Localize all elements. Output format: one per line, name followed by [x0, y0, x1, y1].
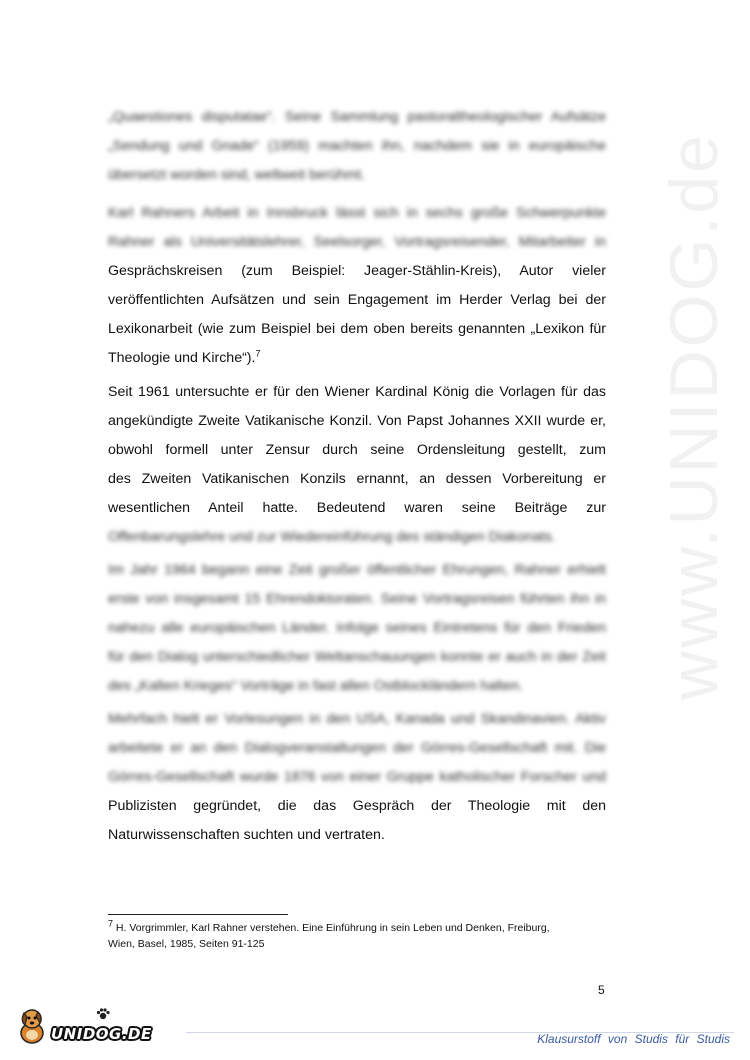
text-line-content: veröffentlichten Aufsätzen und sein Engagement im Herder Verlag bei der: [108, 292, 606, 308]
text-line-content: Görres-Gesellschaft wurde 1876 von einer Gruppe katholischer Forscher und: [108, 769, 606, 785]
text-line: [108, 705, 606, 734]
watermark: www.UNIDOG.de: [656, 132, 732, 700]
text-line-content: angekündigte Zweite Vatikanische Konzil. Von Papst Johannes XXII wurde er,: [108, 413, 606, 429]
text-line-content: wesentlichen Anteil hatte. Bedeutend waren seine Beiträge zur: [108, 500, 606, 516]
page-number: 5: [598, 983, 605, 997]
text-line-content: Karl Rahners Arbeit in Innsbruck lässt sich in sechs große Schwerpunkte: [108, 205, 606, 221]
text-line: [108, 614, 606, 643]
paragraph-1: [108, 103, 606, 190]
text-line-content: „Quaestiones disputatae“. Seine Sammlung pastoraltheologischer Aufsätze: [108, 109, 606, 125]
text-line-content: Rahner als Universitätslehrer, Seelsorger, Vortragsreisender, Mitarbeiter in: [108, 234, 606, 250]
text-line-content: „Sendung und Gnade“ (1959) machten ihn, nachdem sie in europäische: [108, 138, 606, 154]
unidog-logo: [18, 1007, 158, 1047]
text-line-content: Lexikonarbeit (wie zum Beispiel bei dem oben bereits genannten „Lexikon für: [108, 321, 606, 337]
text-line: [108, 821, 606, 850]
text-line-content: nahezu alle europäischen Länder. Infolge seines Eintretens für den Frieden: [108, 620, 606, 636]
text-line-content: übersetzt worden sind, weltweit berühmt.: [108, 167, 366, 183]
text-line-content: arbeitete er an den Dialogveranstaltungen der Görres-Gesellschaft mit. Die: [108, 740, 606, 756]
text-line-content: Seit 1961 untersuchte er für den Wiener Kardinal König die Vorlagen für das: [108, 384, 606, 400]
text-line: [108, 315, 606, 344]
text-line: [108, 436, 606, 465]
text-line: [108, 378, 606, 407]
text-line: [108, 734, 606, 763]
text-line-content: für den Dialog unterschiedlicher Weltanschauungen konnte er auch in der Zeit: [108, 649, 606, 665]
footnote-marker: 7: [108, 918, 114, 929]
text-line-content: obwohl formell unter Zensur durch seine Ordensleitung gestellt, zum: [108, 442, 606, 458]
text-line-content: erste von insgesamt 15 Ehrendoktoraten. Seine Vortragsreisen führten ihn in: [108, 591, 606, 607]
text-line: [108, 494, 606, 523]
text-line: [108, 286, 606, 315]
text-line-content: Naturwissenschaften suchten und vertraten.: [108, 827, 385, 843]
paragraph-3: [108, 378, 606, 552]
paragraph-2: [108, 199, 606, 373]
text-line-content: Gesprächskreisen (zum Beispiel: Jeager-Stählin-Kreis), Autor vieler: [108, 263, 606, 279]
text-line-content: des „Kalten Krieges“ Vorträge in fast allen Ostblockländern halten.: [108, 678, 523, 694]
text-line: [108, 672, 606, 701]
footnote-line-1: H. Vorgrimmler, Karl Rahner verstehen. Eine Einführung in sein Leben und Denken, Freiburg,: [113, 922, 550, 934]
footnote-line-2: Wien, Basel, 1985, Seiten 91-125: [108, 938, 265, 950]
paragraph-4: [108, 556, 606, 701]
text-line: [108, 132, 606, 161]
text-line-content: des Zweiten Vatikanischen Konzils ernannt, an dessen Vorbereitung er: [108, 471, 606, 487]
text-line-content: Im Jahr 1964 begann eine Zeit großer öffentlicher Ehrungen, Rahner erhielt: [108, 562, 606, 578]
text-line: [108, 523, 606, 552]
footer-slogan: Klausurstoff von Studis für Studis: [537, 1032, 730, 1046]
dog-mascot-icon: [18, 1007, 54, 1045]
text-line-content: Theologie und Kirche“).: [108, 350, 256, 366]
text-line: [108, 585, 606, 614]
text-line-content: Mehrfach hielt er Vorlesungen in den USA, Kanada und Skandinavien. Aktiv: [108, 711, 606, 727]
text-line-content: Publizisten gegründet, die das Gespräch der Theologie mit den: [108, 798, 606, 814]
text-line: [108, 465, 606, 494]
text-line: [108, 257, 606, 286]
text-line: [108, 643, 606, 672]
text-line: [108, 792, 606, 821]
footnote: [108, 920, 608, 952]
text-line: [108, 199, 606, 228]
text-line: [108, 556, 606, 585]
logo-text: UNIDOG.DE: [51, 1025, 152, 1043]
text-line: [108, 228, 606, 257]
text-line: [108, 763, 606, 792]
text-line: [108, 344, 606, 373]
text-line: [108, 161, 606, 190]
paragraph-5: [108, 705, 606, 850]
text-line: [108, 407, 606, 436]
footnote-reference: 7: [255, 348, 261, 359]
text-line: [108, 103, 606, 132]
footnote-separator: [108, 914, 288, 915]
paw-icon: [96, 1008, 110, 1020]
text-line-content: Offenbarungslehre und zur Wiedereinführung des ständigen Diakonats.: [108, 529, 556, 545]
